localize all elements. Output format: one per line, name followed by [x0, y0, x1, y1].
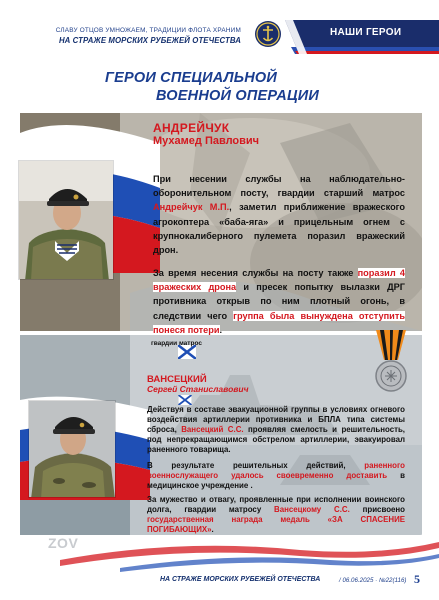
hero-2-photo: [28, 400, 116, 498]
title-line-2: ВОЕННОЙ ОПЕРАЦИИ: [156, 88, 319, 104]
hero-2-p3-text-b: присвоено: [349, 505, 405, 515]
hero-2-p2-text-b: в медицинское учреждение .: [147, 471, 405, 491]
st-andrew-flag-icon-2: [178, 395, 192, 405]
medal-icon: [372, 330, 410, 396]
page-title: [0, 68, 439, 108]
hero-1-surname: АНДРЕЙЧУК: [153, 121, 230, 135]
hero-1-p1-name: Андрейчук М.П.: [153, 202, 230, 213]
hero-1-p2-text-a: За время несения службы на посту также: [153, 268, 358, 278]
footer-paper-name: НА СТРАЖЕ МОРСКИХ РУБЕЖЕЙ ОТЕЧЕСТВА: [160, 576, 321, 583]
hero-2-p1-name: Вансецкий С.С.: [181, 425, 244, 435]
hero-2-rank: гвардии матрос: [151, 340, 202, 347]
hero-1-p1-text-a: При несении службы на наблюдательно-оборонительном посту, гвардии старший матрос: [153, 174, 405, 199]
footer-issue: / 06.06.2025 · №22(116): [339, 577, 407, 584]
hero-1-name: Мухамед Павлович: [153, 135, 260, 147]
hero-2-paragraph-2: [147, 461, 405, 491]
st-andrew-flag-icon: [178, 345, 196, 359]
hero-2-paragraph-1: [147, 405, 405, 455]
hero-2-name: Сергей Станиславович: [147, 384, 249, 394]
hero-2-p2-highlight: раненного военнослужащего удалось своевременно доставить: [147, 461, 405, 481]
hero-1-p2-highlight-1: поразил 4 вражеских дрона: [153, 268, 405, 293]
hero-2-p3-text-a: За мужество и отвагу, проявленные при исполнении воинского долга, гвардии матросу: [147, 495, 405, 515]
hero-2-p2-text-a: В результате решительных действий,: [147, 461, 365, 470]
hero-2-p3-text-c: .: [211, 525, 214, 535]
page-number: 5: [414, 572, 420, 586]
hero-1-p1-text-b: , заметил приближение вражеского агрокоптера «баба-яга» и прицельным огнем с крупнокалиберного пулемета поразил вражеский дрон.: [153, 202, 405, 256]
hero-2-surname: ВАНСЕЦКИЙ: [147, 374, 207, 385]
hero-1-p2-highlight-2: группа была вынуждена отступить понеся потери: [153, 310, 405, 335]
newspaper-motto: СЛАВУ ОТЦОВ УМНОЖАЕМ, ТРАДИЦИИ ФЛОТА ХРАНИМ: [55, 27, 241, 34]
hero-2-p1-text-b: проявляя смелость и решительность, под непрекращающимся обстрелом артиллерии, эвакуировал раненного товарища.: [147, 425, 405, 455]
hero-1-paragraph-1: [153, 172, 405, 257]
hero-1-p2-text-b: и пресек попытку вылазки ДРГ противника открыв по ним плотный огонь, в следствии чего: [153, 282, 405, 321]
hero-1-photo: [18, 160, 114, 280]
hero-2-p1-text-a: Действуя в составе эвакуационной группы в условиях огневого воздействия артиллерии противника и БПЛА типа системы сброса,: [147, 405, 405, 435]
page-footer: [0, 568, 439, 600]
section-tag: НАШИ ГЕРОИ: [330, 27, 402, 38]
hero-2-p3-name: Вансецкому С.С.: [274, 505, 350, 515]
hero-1-p2-text-c: .: [219, 324, 223, 335]
navy-emblem-icon: [254, 20, 282, 48]
hero-2-p3-award: государственная награда медаль «ЗА СПАСЕНИЕ ПОГИБАЮЩИХ»: [147, 515, 405, 535]
page-header: [0, 0, 439, 62]
hero-1-paragraph-2: [153, 266, 405, 337]
newspaper-name: НА СТРАЖЕ МОРСКИХ РУБЕЖЕЙ ОТЕЧЕСТВА: [58, 36, 241, 45]
zov-watermark: ZOV: [48, 535, 79, 551]
title-line-1: ГЕРОИ СПЕЦИАЛЬНОЙ: [105, 70, 278, 86]
